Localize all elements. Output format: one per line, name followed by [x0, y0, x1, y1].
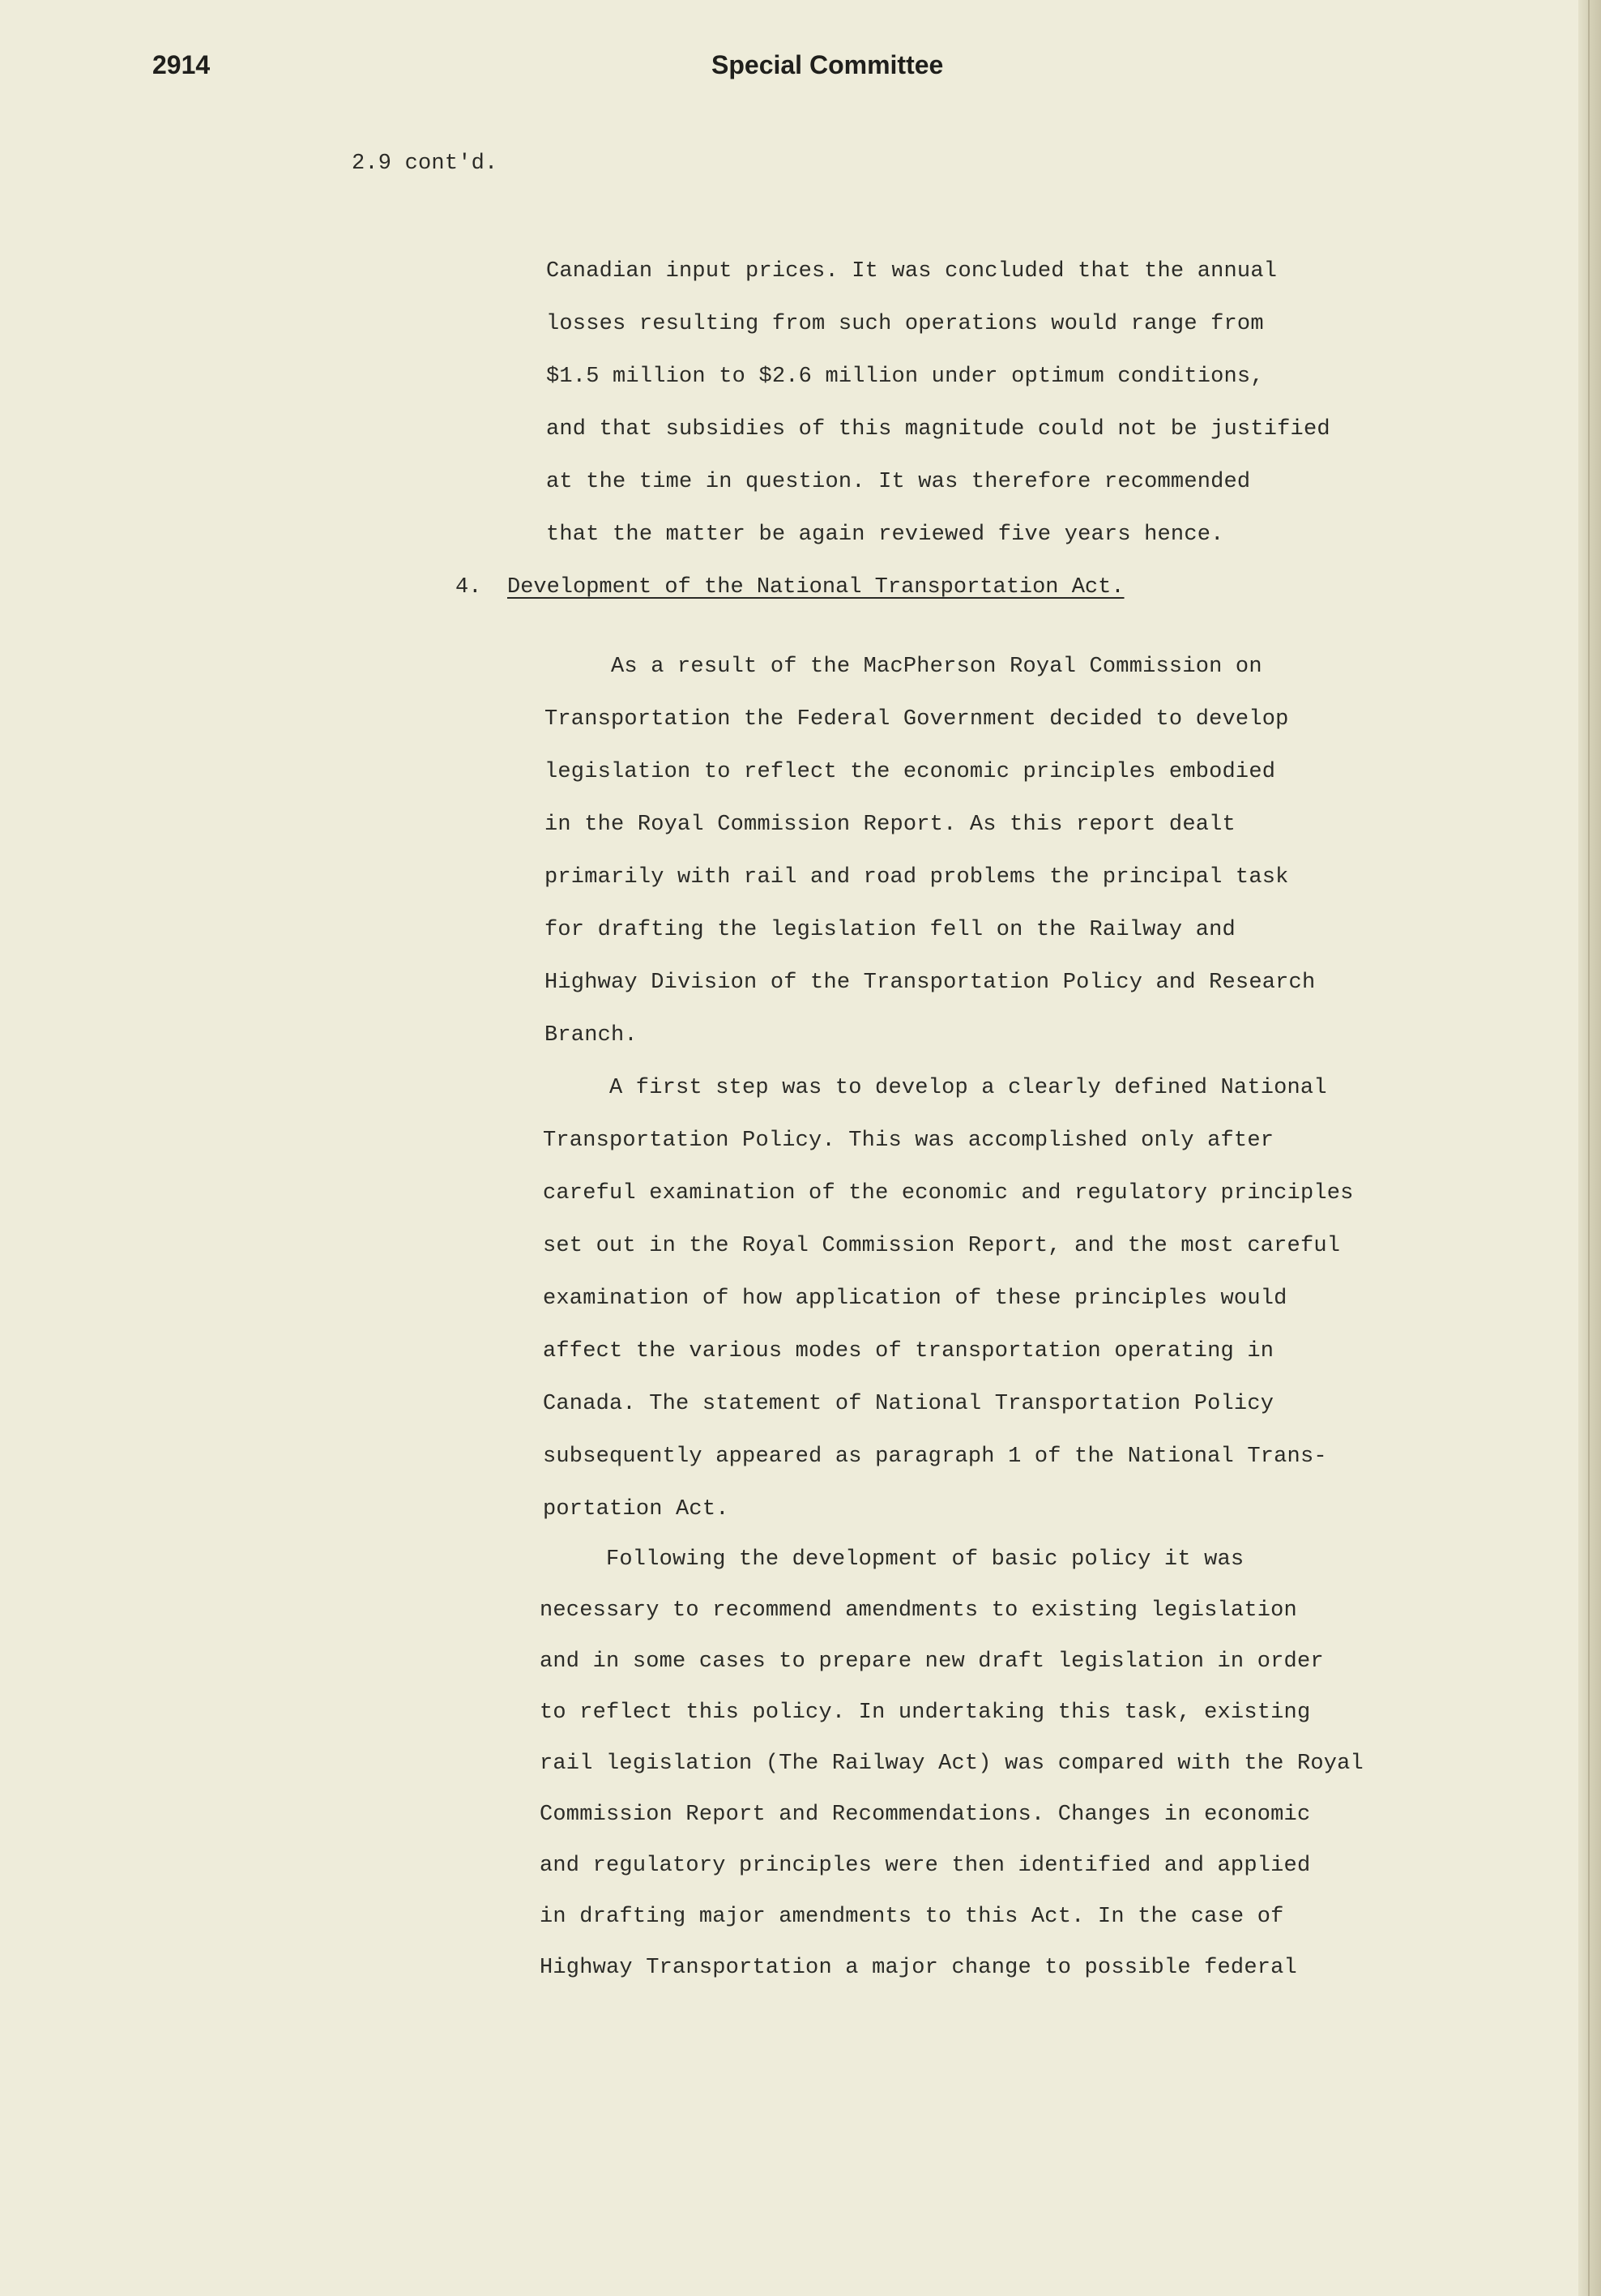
text-line: affect the various modes of transportation operating in [543, 1339, 1274, 1364]
text-line: that the matter be again reviewed five years hence. [546, 523, 1224, 547]
page-edge-line [1588, 0, 1590, 2296]
page-number: 2914 [152, 50, 211, 79]
text-line: As a result of the MacPherson Royal Commission on [611, 655, 1262, 679]
text-line: legislation to reflect the economic principles embodied [544, 760, 1276, 784]
text-line: to reflect this policy. In undertaking this task, existing [540, 1701, 1311, 1725]
text-line: necessary to recommend amendments to existing legislation [540, 1598, 1297, 1623]
text-line: and in some cases to prepare new draft legislation in order [540, 1649, 1324, 1674]
text-line: examination of how application of these principles would [543, 1287, 1287, 1311]
running-title: Special Committee [711, 50, 944, 79]
text-line: $1.5 million to $2.6 million under optimum conditions, [546, 365, 1264, 389]
text-line: set out in the Royal Commission Report, and the most careful [543, 1234, 1341, 1258]
text-line: and regulatory principles were then identified and applied [540, 1854, 1311, 1878]
text-line: Commission Report and Recommendations. Changes in economic [540, 1803, 1311, 1827]
text-line: in the Royal Commission Report. As this report dealt [544, 813, 1236, 837]
text-line: Transportation Policy. This was accomplished only after [543, 1129, 1274, 1153]
text-line: in drafting major amendments to this Act. In the case of [540, 1905, 1284, 1929]
text-line: subsequently appeared as paragraph 1 of the National Trans- [543, 1445, 1327, 1469]
text-line: Transportation the Federal Government decided to develop [544, 707, 1289, 732]
text-line: primarily with rail and road problems the principal task [544, 865, 1289, 890]
page-header [0, 50, 1601, 89]
text-line: careful examination of the economic and regulatory principles [543, 1181, 1354, 1206]
text-line: at the time in question. It was therefore recommended [546, 470, 1251, 494]
text-line: losses resulting from such operations would range from [546, 312, 1264, 336]
section-number: 4. [455, 575, 482, 600]
text-line: Highway Transportation a major change to possible federal [540, 1956, 1297, 1980]
page-edge-shadow [1578, 0, 1601, 2296]
text-line: Branch. [544, 1023, 638, 1048]
text-line: for drafting the legislation fell on the Railway and [544, 918, 1236, 942]
text-line: and that subsidies of this magnitude could not be justified [546, 417, 1330, 442]
text-line: Highway Division of the Transportation Policy and Research [544, 971, 1316, 995]
text-line: Following the development of basic policy it was [606, 1547, 1245, 1572]
continuation-label: 2.9 cont'd. [352, 152, 498, 176]
text-line: A first step was to develop a clearly defined National [609, 1076, 1327, 1100]
text-line: rail legislation (The Railway Act) was compared with the Royal [540, 1752, 1364, 1776]
text-line: Canadian input prices. It was concluded that the annual [546, 259, 1278, 284]
section-title: Development of the National Transportation Act. [507, 575, 1125, 600]
text-line: portation Act. [543, 1497, 729, 1521]
text-line: Canada. The statement of National Transportation Policy [543, 1392, 1274, 1416]
